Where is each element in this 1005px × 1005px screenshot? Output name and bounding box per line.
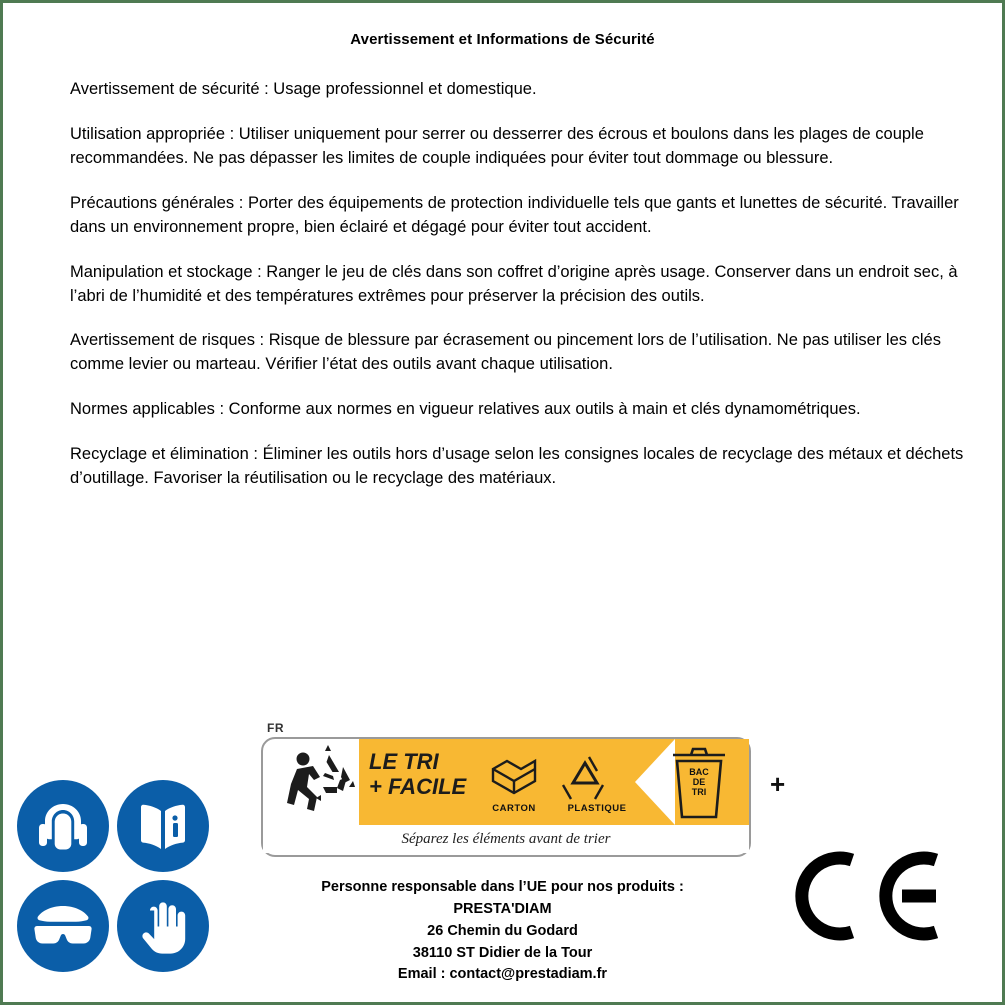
safety-information-body bbox=[70, 78, 974, 491]
recycling-footer-note bbox=[263, 825, 749, 853]
paragraph-safety-warning: Avertissement de sécurité : Usage professionnel et domestique. bbox=[70, 80, 537, 98]
material-label-plastique: PLASTIQUE bbox=[567, 803, 627, 814]
recycling-label bbox=[261, 721, 786, 853]
responsible-city: 38110 ST Didier de la Tour bbox=[412, 944, 593, 961]
paragraph-handling-storage: Manipulation et stockage : Ranger le jeu de clés dans son coffret d’origine après usage. Conserver dans un endroit sec, à l’abri de l’humidité et des températures extrêmes pour préserver la précision des outils. bbox=[70, 262, 958, 305]
paragraph-recycling-disposal: Recyclage et élimination : Éliminer les outils hors d’usage selon les consignes locales de recyclage des métaux et déchets d’outillage. Favoriser la réutilisation ou le recyclage des matériaux. bbox=[70, 445, 964, 488]
responsible-person-block bbox=[3, 877, 1002, 986]
paragraph-proper-use: Utilisation appropriée : Utiliser uniquement pour serrer ou desserrer des écrous et boulons dans les plages de couple recommandées. Ne pas dépasser les limites de couple indiquées pour éviter tout dommage ou blessure. bbox=[70, 124, 924, 167]
paragraph-general-precautions: Précautions générales : Porter des équipements de protection individuelle tels que gants et lunettes de sécurité. Travailler dans un environnement propre, bien éclairé et dégagé pour éviter tout accident. bbox=[70, 193, 959, 236]
bin-text bbox=[673, 767, 725, 797]
triman-icon bbox=[273, 743, 359, 823]
responsible-email: Email : contact@prestadiam.fr bbox=[397, 966, 608, 983]
bin-text-line1: BAC bbox=[689, 767, 709, 777]
country-tag: FR bbox=[267, 721, 284, 735]
plus-sign: + bbox=[770, 769, 786, 799]
responsible-company: PRESTA'DIAM bbox=[453, 901, 552, 917]
paragraph-applicable-standards: Normes applicables : Conforme aux normes en vigueur relatives aux outils à main et clés dynamométriques. bbox=[70, 400, 861, 419]
recycling-headline-line2: + FACILE bbox=[369, 774, 467, 800]
paragraph-risk-warning: Avertissement de risques : Risque de blessure par écrasement ou pincement lors de l’utilisation. Ne pas utiliser les clés comme levier ou marteau. Vérifier l’état des outils avant chaque utilisation. bbox=[70, 331, 941, 374]
bin-text-line2: DE bbox=[692, 777, 706, 788]
responsible-heading: Personne responsable dans l’UE pour nos produits : bbox=[321, 879, 684, 896]
bin-icon bbox=[661, 745, 737, 823]
material-label-carton: CARTON bbox=[492, 803, 536, 814]
page-title: Avertissement et Informations de Sécurité bbox=[350, 31, 655, 48]
responsible-street: 26 Chemin du Godard bbox=[427, 922, 578, 939]
bin-text-line3: TRI bbox=[691, 787, 707, 798]
recycling-label-box bbox=[261, 737, 786, 857]
ear-protection-icon bbox=[17, 780, 109, 872]
recycling-footer-text: Séparez les éléments avant de trier bbox=[401, 830, 611, 847]
recycling-headline-line1: LE TRI bbox=[369, 749, 439, 774]
read-instructions-icon bbox=[117, 780, 209, 872]
recycling-headline bbox=[369, 749, 479, 800]
